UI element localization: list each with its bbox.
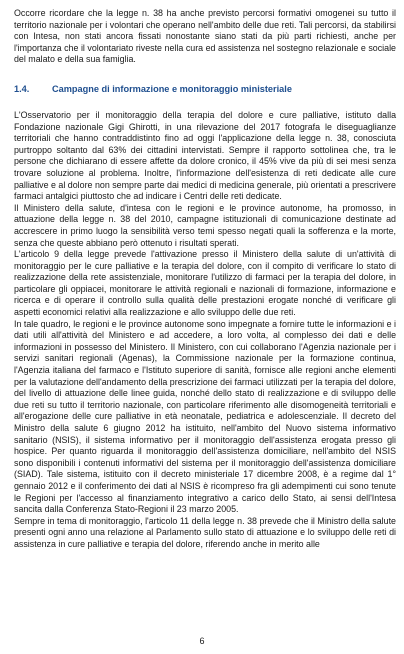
section-title: Campagne di informazione e monitoraggio ministeriale [52, 83, 292, 94]
paragraph-ministero-campagne: Il Ministero della salute, d'intesa con le regioni e le province autonome, ha promosso, in attuazione della legge n. 38 del 2010, campagne istituzionali di comunicazione destinate ad accrescere in primo luogo la sensibilità verso temi spesso negati quali la sofferenza e la morte, senza che queste abbiano però ottenuto i risultati sperati. [14, 202, 396, 248]
paragraph-quadro-regioni: In tale quadro, le regioni e le province autonome sono impegnate a fornire tutte le informazioni e i dati utili all'attività del Ministero e ad accedere, a loro volta, al complesso dei dati e delle informazioni in possesso del Ministero. Il Ministero, con cui collaborano l'Agenzia nazionale per i servizi sanitari regionali (Agenas), la Commissione nazionale per la formazione continua, l'Agenzia italiana del farmaco e l'Istituto superiore di sanità, fornisce alle regioni anche elementi per la valutazione dell'andamento della prescrizione dei farmaci utilizzati per la terapia del dolore, del livello di attuazione delle linee guida, nonché dello stato di realizzazione e di sviluppo delle due reti su tutto il territorio nazionale, con particolare riferimento alle disomogeneità territoriali e all'erogazione delle cure palliative in età neonatale, pediatrica e adolescenziale. Il decreto del Ministro della salute 6 giugno 2012 ha istituito, nell'ambito del Nuovo sistema informativo sanitario (NSIS), il sistema informativo per il monitoraggio dell'assistenza erogata presso gli hospice. Per quanto riguarda il monitoraggio dell'assistenza domiciliare, nell'ambito del NSIS sono disponibili i contenuti informativi del sistema per il monitoraggio dell'assistenza domiciliare (SIAD). Tale sistema, istituito con il decreto ministeriale 17 dicembre 2008, è a regime dal 1° gennaio 2012 e il conferimento dei dati al NSIS è ricompreso fra gli adempimenti cui sono tenute le Regioni per l'accesso al finanziamento integrativo a carico dello Stato, ai sensi dell'Intesa sancita dalla Conferenza Stato-Regioni il 23 marzo 2005. [14, 318, 396, 515]
section-heading [14, 84, 396, 94]
intro-paragraph: Occorre ricordare che la legge n. 38 ha anche previsto percorsi formativi omogenei su tutto il territorio nazionale per i volontari che operano nell'ambito delle due reti. Tali percorsi, da stabilirsi con Intesa, non stati ancora fissati nonostante siano stati da più parti richiesti, anche per l'importanza che il volontariato riveste nella cura ed assistenza nel sostegno relazionale e sociale del malato e della sua famiglia. [14, 8, 396, 65]
paragraph-osservatorio: L'Osservatorio per il monitoraggio della terapia del dolore e cure palliative, istituto dalla Fondazione nazionale Gigi Ghirotti, in una rilevazione del 2017 fotografa le diseguaglianze territoriali che hanno contraddistinto fino ad oggi l'applicazione della legge n. 38, conosciuta purtroppo soltanto dal 63% dei cittadini intervistati. Sempre il rapporto sottolinea che, tra le persone che dichiarano di essere affette da dolore cronico, il 45% vive da più di sei mesi senza trovare soluzione al problema. Inoltre, l'informazione dell'esistenza di reti dedicate alle cure palliative e al dolore non sempre parte dai medici di medicina generale, più orientati a prescrivere farmaci antalgici piuttosto che ad indicare i Centri delle reti dedicate. [14, 109, 396, 202]
page-number: 6 [199, 636, 205, 646]
paragraph-articolo-9: L'articolo 9 della legge prevede l'attivazione presso il Ministero della salute di un'attività di monitoraggio per le cure palliative e la terapia del dolore, con il compito di verificare lo stato di realizzazione della rete assistenziale, monitorare l'utilizzo di farmaci per la terapia del dolore, in particolare gli oppiacei, monitorare le attività regionali e nazionali di formazione, informazione e ricerca e di operare il controllo sulla qualità delle prestazioni erogate nonché di verificare gli aspetti economici relativi alla realizzazione e allo sviluppo delle due reti. [14, 249, 396, 318]
section-number: 1.4. [14, 83, 30, 94]
paragraph-articolo-11: Sempre in tema di monitoraggio, l'articolo 11 della legge n. 38 prevede che il Ministro della salute presenti ogni anno una relazione al Parlamento sullo stato di attuazione e lo sviluppo delle reti di assistenza in cure palliative e terapia del dolore, riferendo anche in merito alle [14, 515, 396, 549]
